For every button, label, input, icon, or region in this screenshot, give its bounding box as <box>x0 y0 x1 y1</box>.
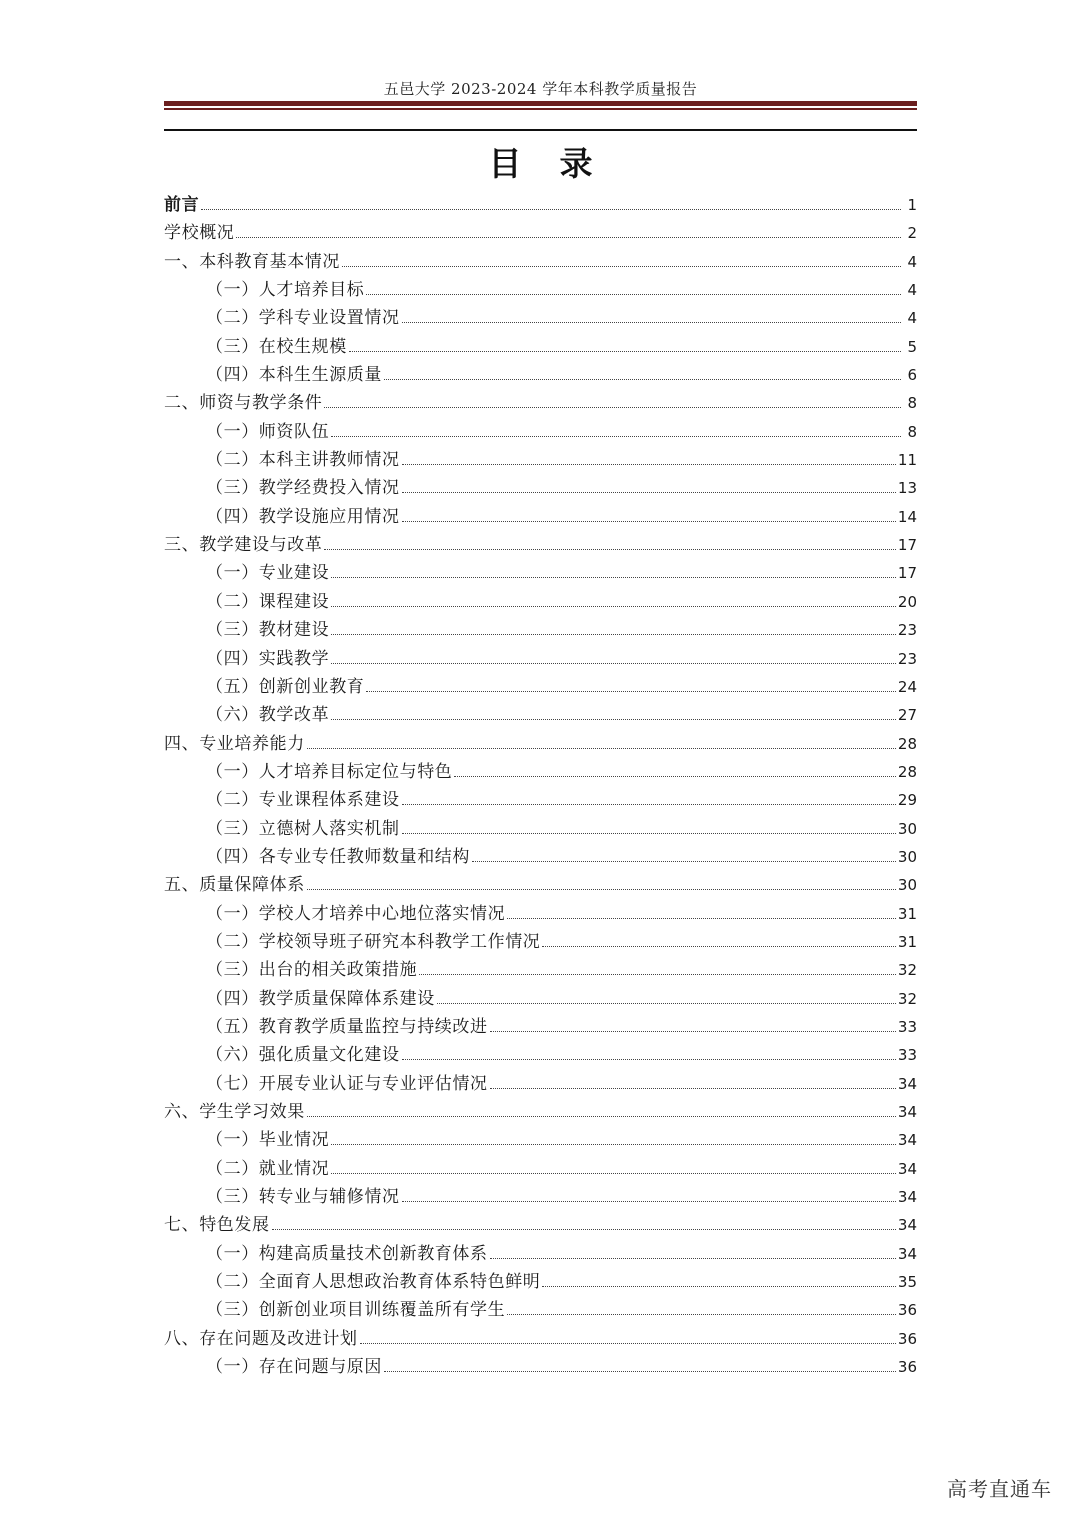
toc-entry[interactable] <box>164 304 917 332</box>
toc-entry-page-number: 2 <box>907 224 917 243</box>
dot-leader <box>542 946 896 947</box>
toc-entry-label: （一）专业建设 <box>206 563 330 584</box>
toc-entry-page-number: 30 <box>897 819 917 838</box>
toc-entry-page-number: 34 <box>897 1159 917 1178</box>
toc-title: 目录 <box>488 144 631 183</box>
toc-entry-label: （二）专业课程体系建设 <box>206 790 400 811</box>
toc-entry-page-number: 27 <box>897 706 917 725</box>
toc-entry[interactable] <box>164 1155 917 1183</box>
toc-entry-label: （四）各专业专任教师数量和结构 <box>206 846 470 867</box>
toc-entry-label: （三）出台的相关政策措施 <box>206 960 418 981</box>
dot-leader <box>490 1088 896 1089</box>
toc-entry-label: （四）教学质量保障体系建设 <box>206 988 435 1009</box>
toc-entry-label: 四、专业培养能力 <box>164 733 305 754</box>
toc-entry[interactable] <box>164 645 917 673</box>
toc-entry-label: （三）立德树人落实机制 <box>206 818 400 839</box>
dot-leader <box>472 861 896 862</box>
toc-entry-label: （四）实践教学 <box>206 648 330 669</box>
toc-entry-label: 一、本科教育基本情况 <box>164 251 340 272</box>
toc-entry-label: 三、教学建设与改革 <box>164 535 323 556</box>
toc-entry[interactable] <box>164 1268 917 1296</box>
toc-entry-label: 八、存在问题及改进计划 <box>164 1328 358 1349</box>
dot-leader <box>402 521 896 522</box>
toc-entry-label: （四）教学设施应用情况 <box>206 506 400 527</box>
toc-entry-page-number: 30 <box>897 876 917 895</box>
toc-entry-page-number: 17 <box>897 536 917 555</box>
toc-entry-label: （三）教学经费投入情况 <box>206 478 400 499</box>
toc-entry-label: 二、师资与教学条件 <box>164 393 323 414</box>
toc-entry[interactable] <box>164 276 917 304</box>
toc-entry-label: （四）本科生生源质量 <box>206 365 382 386</box>
toc-entry-page-number: 4 <box>907 309 917 328</box>
toc-entry[interactable] <box>164 843 917 871</box>
dot-leader <box>236 237 901 238</box>
dot-leader <box>490 1258 896 1259</box>
toc-entry[interactable] <box>164 730 917 758</box>
toc-entry-label: （一）构建高质量技术创新教育体系 <box>206 1243 488 1264</box>
table-of-contents <box>164 191 917 1381</box>
toc-entry[interactable] <box>164 1240 917 1268</box>
toc-entry-label: 学校概况 <box>164 223 235 244</box>
toc-entry-page-number: 8 <box>907 394 917 413</box>
header-rule-thin <box>164 108 917 110</box>
dot-leader <box>331 436 901 437</box>
toc-entry-label: （二）就业情况 <box>206 1158 330 1179</box>
toc-entry[interactable] <box>164 1013 917 1041</box>
toc-entry-page-number: 34 <box>897 1244 917 1263</box>
toc-entry-label: （三）在校生规模 <box>206 336 347 357</box>
toc-entry-page-number: 34 <box>897 1188 917 1207</box>
toc-entry[interactable] <box>164 1353 917 1381</box>
toc-entry-page-number: 33 <box>897 1046 917 1065</box>
toc-entry-page-number: 14 <box>897 507 917 526</box>
toc-entry[interactable] <box>164 333 917 361</box>
dot-leader <box>366 691 896 692</box>
toc-entry[interactable] <box>164 1183 917 1211</box>
dot-leader <box>454 776 896 777</box>
toc-entry[interactable] <box>164 361 917 389</box>
toc-entry[interactable] <box>164 503 917 531</box>
toc-entry[interactable] <box>164 559 917 587</box>
toc-entry[interactable] <box>164 1296 917 1324</box>
toc-entry-label: （五）教育教学质量监控与持续改进 <box>206 1016 488 1037</box>
toc-entry-page-number: 33 <box>897 1017 917 1036</box>
dot-leader <box>542 1286 896 1287</box>
toc-entry[interactable] <box>164 474 917 502</box>
toc-entry-label: 七、特色发展 <box>164 1215 270 1236</box>
toc-entry-label: （二）学科专业设置情况 <box>206 308 400 329</box>
toc-entry-page-number: 17 <box>897 564 917 583</box>
dot-leader <box>402 833 896 834</box>
toc-entry-page-number: 34 <box>897 1074 917 1093</box>
dot-leader <box>331 719 896 720</box>
toc-entry-page-number: 23 <box>897 649 917 668</box>
toc-entry-page-number: 35 <box>897 1273 917 1292</box>
toc-entry-page-number: 1 <box>907 196 917 214</box>
toc-entry-page-number: 28 <box>897 734 917 753</box>
dot-leader <box>384 1371 896 1372</box>
toc-entry[interactable] <box>164 389 917 417</box>
toc-entry-label: （一）师资队伍 <box>206 421 330 442</box>
toc-entry-label: （一）学校人才培养中心地位落实情况 <box>206 903 506 924</box>
toc-entry-label: 六、学生学习效果 <box>164 1102 305 1122</box>
dot-leader <box>331 606 896 607</box>
toc-entry-label: （一）人才培养目标 <box>206 280 365 301</box>
toc-entry[interactable] <box>164 616 917 644</box>
toc-entry[interactable] <box>164 871 917 899</box>
dot-leader <box>307 748 896 749</box>
toc-entry-page-number: 30 <box>897 847 917 866</box>
toc-entry-label: （二）课程建设 <box>206 591 330 612</box>
toc-entry[interactable] <box>164 219 917 247</box>
dot-leader <box>331 1173 896 1174</box>
toc-entry[interactable] <box>164 1126 917 1154</box>
dot-leader <box>324 549 896 550</box>
running-header: 五邑大学 2023-2024 学年本科教学质量报告 <box>383 80 698 98</box>
toc-entry-label: 前言 <box>164 195 200 215</box>
toc-entry-label: 五、质量保障体系 <box>164 875 305 896</box>
toc-entry-page-number: 28 <box>897 762 917 781</box>
toc-entry-label: （三）转专业与辅修情况 <box>206 1187 400 1208</box>
toc-entry[interactable] <box>164 1070 917 1098</box>
toc-entry-label: （一）存在问题与原因 <box>206 1357 382 1378</box>
toc-entry-page-number: 31 <box>897 932 917 951</box>
title-rule <box>164 129 917 131</box>
toc-entry-page-number: 8 <box>907 422 917 441</box>
toc-entry-page-number: 36 <box>897 1358 917 1377</box>
dot-leader <box>507 918 896 919</box>
dot-leader <box>331 577 896 578</box>
toc-entry[interactable] <box>164 1098 917 1126</box>
toc-entry-page-number: 32 <box>897 961 917 980</box>
toc-entry[interactable] <box>164 956 917 984</box>
toc-entry-page-number: 4 <box>907 252 917 271</box>
dot-leader <box>272 1229 896 1230</box>
dot-leader <box>419 974 896 975</box>
dot-leader <box>331 1144 896 1145</box>
toc-entry-page-number: 20 <box>897 592 917 611</box>
toc-entry[interactable] <box>164 900 917 928</box>
toc-entry[interactable] <box>164 248 917 276</box>
dot-leader <box>490 1031 896 1032</box>
toc-entry-label: （五）创新创业教育 <box>206 676 365 697</box>
toc-entry[interactable] <box>164 673 917 701</box>
toc-entry-page-number: 24 <box>897 677 917 696</box>
toc-entry-page-number: 23 <box>897 621 917 640</box>
dot-leader <box>201 209 901 210</box>
header-rule-thick <box>164 101 917 106</box>
toc-entry[interactable] <box>164 701 917 729</box>
toc-entry-page-number: 29 <box>897 791 917 810</box>
toc-entry-label: （二）学校领导班子研究本科教学工作情况 <box>206 931 541 952</box>
toc-entry-page-number: 5 <box>907 337 917 356</box>
toc-entry-label: （三）教材建设 <box>206 620 330 641</box>
dot-leader <box>402 492 896 493</box>
watermark: 高考直通车 <box>947 1477 1052 1501</box>
toc-entry-label: （三）创新创业项目训练覆盖所有学生 <box>206 1300 506 1321</box>
toc-entry[interactable] <box>164 985 917 1013</box>
dot-leader <box>507 1314 896 1315</box>
dot-leader <box>402 464 896 465</box>
toc-entry[interactable] <box>164 191 917 219</box>
dot-leader <box>402 1059 896 1060</box>
toc-entry-page-number: 36 <box>897 1329 917 1348</box>
toc-entry[interactable] <box>164 1041 917 1069</box>
dot-leader <box>331 634 896 635</box>
dot-leader <box>366 294 901 295</box>
dot-leader <box>307 889 896 890</box>
toc-entry-page-number: 32 <box>897 989 917 1008</box>
toc-entry[interactable] <box>164 531 917 559</box>
dot-leader <box>402 804 896 805</box>
dot-leader <box>360 1343 896 1344</box>
toc-entry-page-number: 31 <box>897 904 917 923</box>
toc-entry-page-number: 4 <box>907 281 917 300</box>
toc-entry-label: （二）本科主讲教师情况 <box>206 450 400 471</box>
toc-entry[interactable] <box>164 1211 917 1239</box>
toc-entry-label: （七）开展专业认证与专业评估情况 <box>206 1073 488 1094</box>
toc-entry-label: （六）教学改革 <box>206 705 330 726</box>
toc-entry-page-number: 34 <box>897 1216 917 1235</box>
toc-entry-page-number: 34 <box>897 1103 917 1121</box>
toc-entry-page-number: 34 <box>897 1131 917 1150</box>
toc-entry[interactable] <box>164 588 917 616</box>
dot-leader <box>342 266 901 267</box>
dot-leader <box>384 379 901 380</box>
toc-entry-page-number: 11 <box>897 451 917 470</box>
dot-leader <box>307 1116 896 1117</box>
dot-leader <box>324 407 901 408</box>
dot-leader <box>437 1003 896 1004</box>
toc-entry[interactable] <box>164 446 917 474</box>
toc-entry[interactable] <box>164 786 917 814</box>
toc-entry[interactable] <box>164 815 917 843</box>
toc-entry[interactable] <box>164 758 917 786</box>
toc-entry-label: （一）人才培养目标定位与特色 <box>206 761 453 782</box>
toc-entry-label: （二）全面育人思想政治教育体系特色鲜明 <box>206 1272 541 1293</box>
dot-leader <box>402 322 901 323</box>
toc-entry-label: （六）强化质量文化建设 <box>206 1045 400 1066</box>
toc-entry[interactable] <box>164 418 917 446</box>
toc-entry[interactable] <box>164 928 917 956</box>
toc-entry-label: （一）毕业情况 <box>206 1130 330 1151</box>
toc-entry-page-number: 13 <box>897 479 917 498</box>
dot-leader <box>402 1201 896 1202</box>
toc-entry-page-number: 6 <box>907 366 917 385</box>
dot-leader <box>331 663 896 664</box>
toc-entry[interactable] <box>164 1325 917 1353</box>
dot-leader <box>349 351 901 352</box>
toc-entry-page-number: 36 <box>897 1301 917 1320</box>
